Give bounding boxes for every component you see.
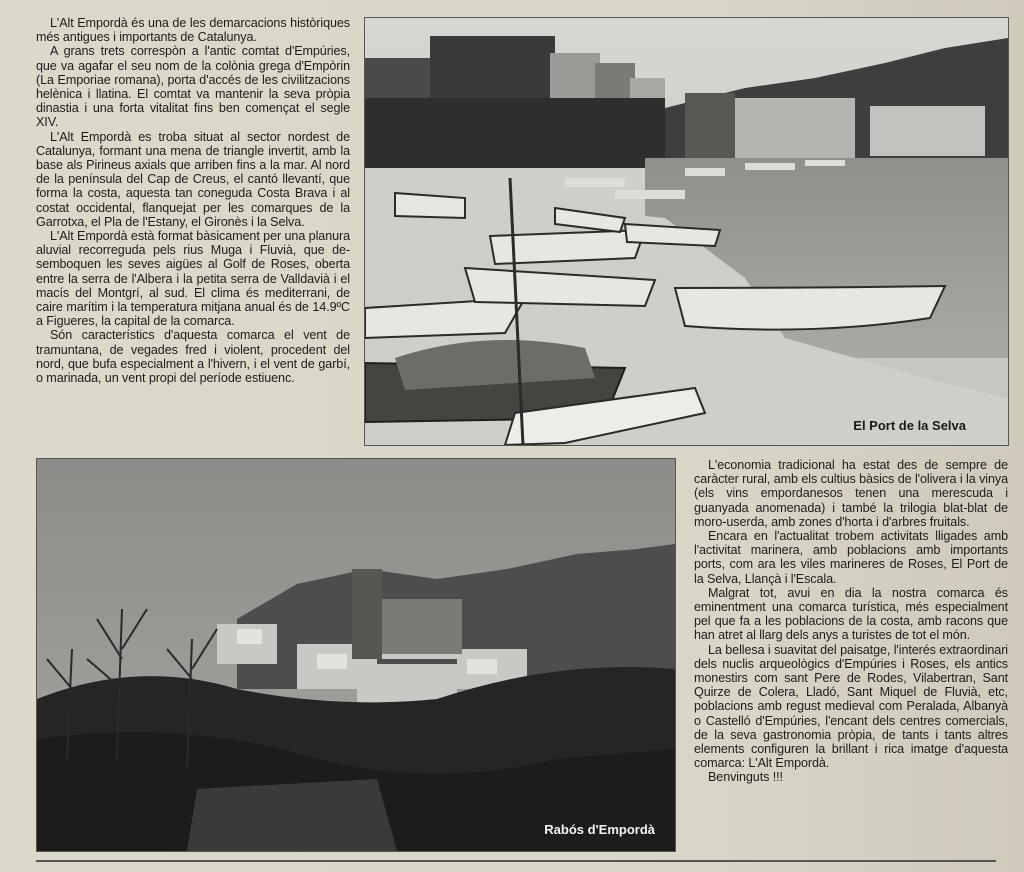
bottom-rule (36, 860, 996, 862)
paragraph: L'Alt Empordà està format bàsicament per una planura aluvial recorreguda pels rius Muga i Fluvià, que de-semboquen les seves aigües al Golf de Roses, oberta entre la serra de l'Albera i la petita serra de Valldavià i el macís del Montgrí, al sud. El clima és mediterrani, de caire marítim i la temperatura mitjana anual és de 14.9ºC a Figueres, la capital de la comarca. (36, 229, 350, 329)
paragraph: L'economia tradicional ha estat des de sempre de caràcter rural, amb els cultius bàsics de l'olivera i la vinya (els vins empordanesos tenen una merescuda i guanyada anomenada) i també la trilogia blat-blat de moro-userda, amb zones d'horta i d'arbres fruitals. (694, 458, 1008, 529)
paragraph: Benvinguts !!! (708, 770, 783, 785)
rabos-photo-caption: Rabós d'Empordà (544, 822, 655, 837)
paragraph: L'Alt Empordà és una de les demarcacions històriques més antigues i importants de Catalunya. (36, 16, 350, 45)
paragraph: A grans trets correspòn a l'antic comtat d'Empúries, que va agafar el seu nom de la colònia grega d'Empòrin (La Emporiae romana), porta d'accés de les civilitzacions helènica i llatina. El comtat va mantenir la seva pròpia dinastia i una forta vitalitat fins ben començat el segle XIV. (36, 44, 350, 130)
paragraph: Malgrat tot, avui en dia la nostra comarca és eminentment una comarca turística, més especialment pel que fa a les poblacions de la costa, amb racons que han atret al llarg dels anys a turistes de tot el món. (694, 585, 1008, 643)
paragraph: L'Alt Empordà es troba situat al sector nordest de Catalunya, formant una mena de triangle invertit, amb la base als Pirineus axials que arriben fins a la mar. Al nord de la península del Cap de Creus, el cantó llevantí, que forma la costa, aquesta tan coneguda Costa Brava i al costat occidental, flanquejat per les comarques de la Garrotxa, el Pla de l'Estany, el Gironès i la Selva. (36, 129, 350, 229)
harbor-illustration (365, 18, 1008, 445)
left-text-column (36, 16, 350, 385)
paragraph: La bellesa i suavitat del paisatge, l'interés extraordinari dels nuclis arqueològics d'Empúries i Roses, els antics monestirs com sant Pere de Rodes, Vilabertran, Sant Quirze de Colera, Lladó, Sant Miquel de Fluvià, etc, poblacions amb regust medieval com Peralada, Albanyà o Castelló d'Empúries, l'encant dels centres comercials, de la seva gastronomia pròpia, de tants i tants altres elements configuren la brillant i rica imatge d'aquesta comarca: L'Alt Empordà. (694, 642, 1008, 771)
village-illustration (37, 459, 675, 851)
port-photo-caption: El Port de la Selva (853, 418, 966, 433)
paragraph: Encara en l'actualitat trobem activitats lligades amb l'activitat marinera, amb poblacions amb importants ports, com ara les viles marineres de Roses, El Port de la Selva, Llançà i l'Escala. (694, 529, 1008, 586)
port-de-la-selva-photo (364, 17, 1009, 446)
right-text-column (694, 458, 1008, 785)
rabos-emporda-photo (36, 458, 676, 852)
paragraph: Són característics d'aquesta comarca el vent de tramuntana, de vegades fred i violent, procedent del nord, que bufa especialment a l'hivern, i el vent de garbí, o marinada, un vent propi del període estiuenc. (36, 328, 350, 386)
